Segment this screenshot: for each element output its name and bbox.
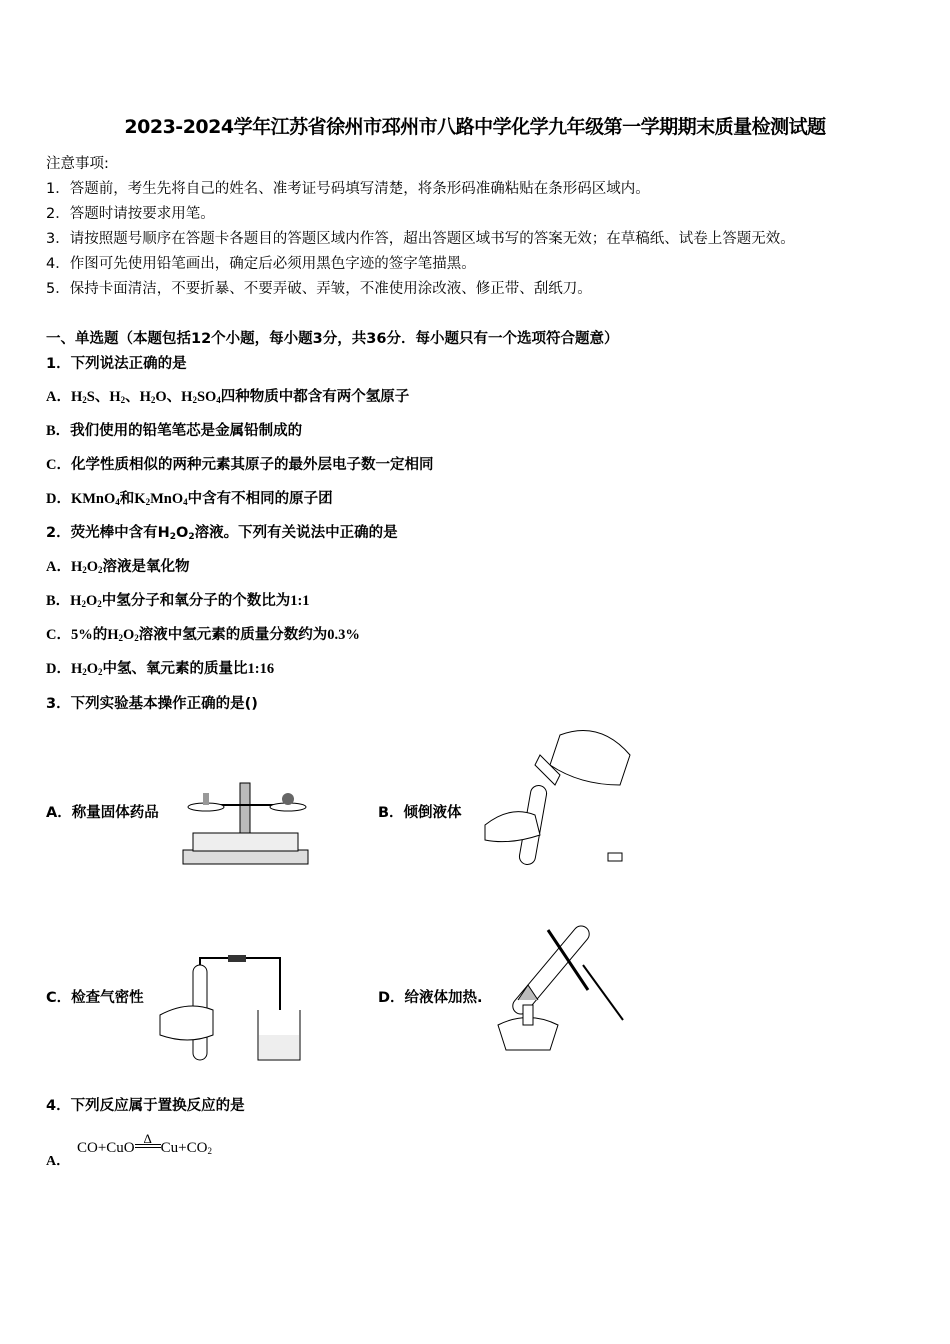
subscript: 2 bbox=[188, 532, 195, 542]
text: A．H bbox=[46, 559, 83, 575]
heat-symbol: Δ bbox=[143, 1131, 152, 1146]
subscript: 2 bbox=[150, 395, 156, 405]
note-item: 5．保持卡面清洁，不要折暴、不要弄破、弄皱，不准使用涂改液、修正带、刮纸刀。 bbox=[46, 281, 592, 297]
airtightness-check-figure bbox=[158, 950, 308, 1065]
subscript: 2 bbox=[82, 667, 87, 677]
q3-option-a: A．称量固体药品 bbox=[46, 805, 159, 821]
subscript: 2 bbox=[169, 532, 176, 542]
text: A．H bbox=[46, 389, 83, 405]
q3-option-c: C．检查气密性 bbox=[46, 990, 144, 1006]
text: C．化学性质相似的两种元素其原子的最外层电子数一定相同 bbox=[46, 457, 434, 473]
answer-option bbox=[46, 657, 274, 678]
products: Cu+CO bbox=[160, 1140, 208, 1156]
note-item: 2．答题时请按要求用笔。 bbox=[46, 206, 215, 222]
subscript: 2 bbox=[145, 497, 151, 507]
text: 3．下列实验基本操作正确的是() bbox=[46, 696, 258, 712]
note-item: 1．答题前，考生先将自己的姓名、准考证号码填写清楚，将条形码准确粘贴在条形码区域内。 bbox=[46, 181, 650, 197]
option-label: A． bbox=[46, 1154, 71, 1169]
answer-option bbox=[46, 589, 310, 610]
answer-option bbox=[46, 453, 433, 474]
text: O bbox=[176, 525, 189, 541]
text: 、H bbox=[125, 389, 151, 405]
subscript: 2 bbox=[97, 599, 102, 609]
text: 和K bbox=[119, 491, 146, 507]
subscript: 4 bbox=[183, 497, 188, 507]
subscript: 2 bbox=[98, 667, 103, 677]
text: 溶液是氧化物 bbox=[102, 559, 190, 575]
text: S、H bbox=[86, 389, 121, 405]
text: 中氢、氧元素的质量比1:16 bbox=[102, 661, 275, 677]
text: O bbox=[123, 627, 135, 643]
note-item: 4．作图可先使用铅笔画出，确定后必须用黑色字迹的签字笔描黑。 bbox=[46, 256, 476, 272]
subscript: 2 bbox=[81, 599, 86, 609]
answer-option bbox=[46, 487, 333, 508]
question-stem bbox=[46, 352, 187, 373]
subscript: 4 bbox=[216, 395, 221, 405]
text: 溶液中氢元素的质量分数约为0.3% bbox=[138, 627, 360, 643]
q4-option-a-equation bbox=[77, 1131, 212, 1157]
heating-liquid-figure bbox=[488, 915, 628, 1060]
answer-option bbox=[46, 555, 190, 576]
subscript: 2 bbox=[118, 633, 123, 643]
text: O、H bbox=[155, 389, 193, 405]
text: 2．荧光棒中含有H bbox=[46, 525, 170, 541]
text: 溶液。下列有关说法中正确的是 bbox=[194, 525, 398, 541]
subscript: 2 bbox=[207, 1146, 212, 1156]
subscript: 2 bbox=[98, 565, 103, 575]
pouring-liquid-figure bbox=[480, 715, 650, 875]
text: 4．下列反应属于置换反应的是 bbox=[46, 1098, 245, 1114]
text: O bbox=[86, 661, 99, 677]
subscript: 2 bbox=[192, 395, 197, 405]
q4-option-a bbox=[46, 1150, 70, 1170]
q3-option-b: B．倾倒液体 bbox=[378, 805, 462, 821]
text: 中氢分子和氧分子的个数比为1:1 bbox=[101, 593, 310, 609]
reactants: CO+CuO bbox=[77, 1140, 135, 1156]
text: MnO bbox=[150, 491, 184, 507]
text: D．H bbox=[46, 661, 83, 677]
question-stem bbox=[46, 1094, 245, 1115]
reaction-condition bbox=[135, 1131, 161, 1152]
subscript: 2 bbox=[82, 565, 87, 575]
q3-option-d: D．给液体加热. bbox=[378, 990, 483, 1006]
answer-option bbox=[46, 419, 302, 440]
text: 四种物质中都含有两个氢原子 bbox=[220, 389, 410, 405]
balance-figure bbox=[178, 775, 313, 870]
answer-option bbox=[46, 623, 360, 644]
subscript: 2 bbox=[82, 395, 87, 405]
note-item: 3．请按照题号顺序在答题卡各题目的答题区域内作答，超出答题区域书写的答案无效；在草稿纸、试卷上答题无效。 bbox=[46, 231, 795, 247]
subscript: 4 bbox=[115, 497, 120, 507]
text: C．5%的H bbox=[46, 627, 119, 643]
section-heading: 一、单选题（本题包括12个小题，每小题3分，共36分．每小题只有一个选项符合题意） bbox=[46, 331, 619, 347]
text: O bbox=[86, 559, 99, 575]
subscript: 2 bbox=[120, 395, 126, 405]
subscript: 2 bbox=[134, 633, 139, 643]
page-title: 2023-2024学年江苏省徐州市邳州市八路中学化学九年级第一学期期末质量检测试题 bbox=[124, 116, 826, 138]
answer-option bbox=[46, 385, 409, 406]
text: 1．下列说法正确的是 bbox=[46, 356, 187, 372]
text: B．H bbox=[46, 593, 82, 609]
text: B．我们使用的铅笔笔芯是金属铅制成的 bbox=[46, 423, 303, 439]
text: O bbox=[85, 593, 98, 609]
text: D．KMnO bbox=[46, 491, 116, 507]
text: 中含有不相同的原子团 bbox=[187, 491, 333, 507]
text: SO bbox=[196, 389, 217, 405]
question-stem bbox=[46, 521, 398, 542]
question-stem bbox=[46, 692, 258, 713]
notes-heading: 注意事项: bbox=[46, 156, 109, 172]
